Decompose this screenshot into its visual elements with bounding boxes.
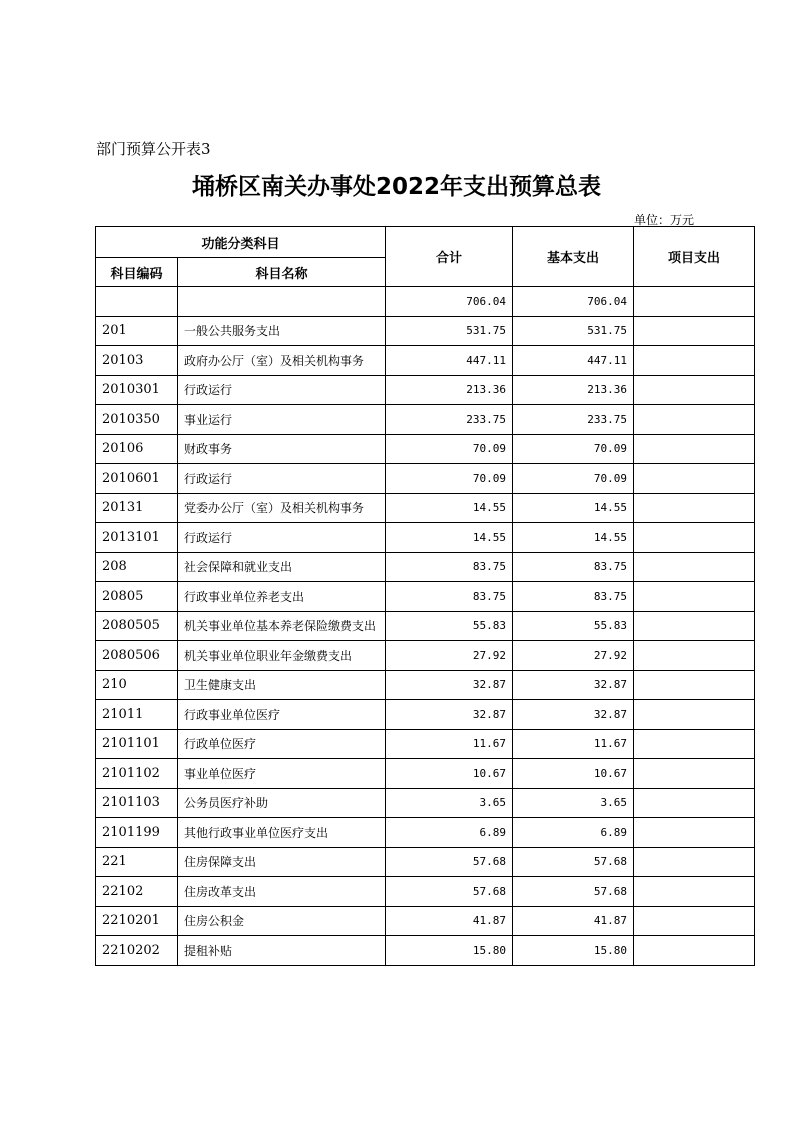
project-expenditure-cell (634, 670, 755, 700)
table-row (96, 700, 755, 730)
subject-name-cell: 社会保障和就业支出 (178, 552, 386, 582)
basic-expenditure-cell: 14.55 (513, 523, 634, 553)
subject-code-cell: 20131 (96, 493, 178, 523)
total-cell: 14.55 (386, 523, 513, 553)
total-cell: 447.11 (386, 346, 513, 376)
subject-name-cell: 卫生健康支出 (178, 670, 386, 700)
basic-expenditure-cell: 447.11 (513, 346, 634, 376)
subject-code-cell: 2210202 (96, 936, 178, 966)
subject-code-cell (96, 287, 178, 317)
basic-expenditure-cell: 3.65 (513, 788, 634, 818)
project-expenditure-cell (634, 641, 755, 671)
total-cell: 706.04 (386, 287, 513, 317)
table-row (96, 641, 755, 671)
basic-expenditure-cell: 41.87 (513, 906, 634, 936)
subject-code-cell: 208 (96, 552, 178, 582)
total-cell: 57.68 (386, 877, 513, 907)
table-row (96, 405, 755, 435)
basic-expenditure-cell: 11.67 (513, 729, 634, 759)
total-cell: 213.36 (386, 375, 513, 405)
subject-code-cell: 21011 (96, 700, 178, 730)
subject-code-cell: 2013101 (96, 523, 178, 553)
project-expenditure-cell (634, 936, 755, 966)
subject-name-cell: 行政运行 (178, 375, 386, 405)
header-project-expenditure: 项目支出 (634, 227, 755, 287)
subject-code-cell: 2101102 (96, 759, 178, 789)
table-row (96, 906, 755, 936)
header-functional-category: 功能分类科目 (96, 227, 386, 258)
subject-name-cell: 事业单位医疗 (178, 759, 386, 789)
table-row (96, 434, 755, 464)
table-row (96, 729, 755, 759)
total-cell: 3.65 (386, 788, 513, 818)
header-basic-expenditure: 基本支出 (513, 227, 634, 287)
basic-expenditure-cell: 70.09 (513, 464, 634, 494)
total-cell: 41.87 (386, 906, 513, 936)
budget-table (95, 226, 755, 966)
table-row (96, 847, 755, 877)
subject-name-cell: 行政事业单位养老支出 (178, 582, 386, 612)
total-cell: 57.68 (386, 847, 513, 877)
basic-expenditure-cell: 83.75 (513, 582, 634, 612)
project-expenditure-cell (634, 316, 755, 346)
basic-expenditure-cell: 83.75 (513, 552, 634, 582)
total-cell: 70.09 (386, 464, 513, 494)
subject-name-cell: 住房保障支出 (178, 847, 386, 877)
subject-name-cell: 财政事务 (178, 434, 386, 464)
header-subject-name: 科目名称 (178, 258, 386, 287)
subject-name-cell: 住房公积金 (178, 906, 386, 936)
table-row (96, 877, 755, 907)
basic-expenditure-cell: 57.68 (513, 877, 634, 907)
subject-code-cell: 2010601 (96, 464, 178, 494)
basic-expenditure-cell: 10.67 (513, 759, 634, 789)
total-cell: 32.87 (386, 700, 513, 730)
project-expenditure-cell (634, 346, 755, 376)
project-expenditure-cell (634, 611, 755, 641)
subject-name-cell: 党委办公厅（室）及相关机构事务 (178, 493, 386, 523)
subject-name-cell: 提租补贴 (178, 936, 386, 966)
table-row (96, 493, 755, 523)
subject-code-cell: 201 (96, 316, 178, 346)
subject-code-cell: 22102 (96, 877, 178, 907)
subject-code-cell: 20106 (96, 434, 178, 464)
subject-name-cell: 政府办公厅（室）及相关机构事务 (178, 346, 386, 376)
project-expenditure-cell (634, 405, 755, 435)
unit-label: 单位：万元 (634, 213, 695, 227)
total-cell: 83.75 (386, 582, 513, 612)
project-expenditure-cell (634, 729, 755, 759)
subject-code-cell: 2210201 (96, 906, 178, 936)
total-cell: 14.55 (386, 493, 513, 523)
subject-name-cell: 行政事业单位医疗 (178, 700, 386, 730)
table-row (96, 670, 755, 700)
project-expenditure-cell (634, 906, 755, 936)
project-expenditure-cell (634, 434, 755, 464)
subject-name-cell: 机关事业单位基本养老保险缴费支出 (178, 611, 386, 641)
table-row (96, 346, 755, 376)
subject-code-cell: 2010350 (96, 405, 178, 435)
table-row (96, 552, 755, 582)
subject-code-cell: 210 (96, 670, 178, 700)
basic-expenditure-cell: 213.36 (513, 375, 634, 405)
basic-expenditure-cell: 706.04 (513, 287, 634, 317)
table-row (96, 759, 755, 789)
project-expenditure-cell (634, 700, 755, 730)
subject-name-cell: 行政单位医疗 (178, 729, 386, 759)
basic-expenditure-cell: 57.68 (513, 847, 634, 877)
table-row (96, 936, 755, 966)
project-expenditure-cell (634, 493, 755, 523)
table-row (96, 523, 755, 553)
total-cell: 32.87 (386, 670, 513, 700)
header-subject-code: 科目编码 (96, 258, 178, 287)
subject-name-cell: 行政运行 (178, 523, 386, 553)
basic-expenditure-cell: 233.75 (513, 405, 634, 435)
page-title: 埇桥区南关办事处2022年支出预算总表 (191, 174, 601, 200)
total-cell: 83.75 (386, 552, 513, 582)
subject-name-cell: 行政运行 (178, 464, 386, 494)
table-row (96, 582, 755, 612)
project-expenditure-cell (634, 375, 755, 405)
total-cell: 10.67 (386, 759, 513, 789)
subject-code-cell: 2080506 (96, 641, 178, 671)
project-expenditure-cell (634, 759, 755, 789)
total-cell: 15.80 (386, 936, 513, 966)
subject-name-cell (178, 287, 386, 317)
project-expenditure-cell (634, 523, 755, 553)
project-expenditure-cell (634, 464, 755, 494)
project-expenditure-cell (634, 287, 755, 317)
subject-code-cell: 2101103 (96, 788, 178, 818)
table-row (96, 464, 755, 494)
total-cell: 70.09 (386, 434, 513, 464)
basic-expenditure-cell: 55.83 (513, 611, 634, 641)
project-expenditure-cell (634, 552, 755, 582)
table-row (96, 818, 755, 848)
subject-name-cell: 机关事业单位职业年金缴费支出 (178, 641, 386, 671)
subject-name-cell: 事业运行 (178, 405, 386, 435)
basic-expenditure-cell: 70.09 (513, 434, 634, 464)
subject-code-cell: 2101101 (96, 729, 178, 759)
table-row (96, 287, 755, 317)
basic-expenditure-cell: 15.80 (513, 936, 634, 966)
subject-code-cell: 2101199 (96, 818, 178, 848)
project-expenditure-cell (634, 582, 755, 612)
project-expenditure-cell (634, 818, 755, 848)
header-total: 合计 (386, 227, 513, 287)
document-label: 部门预算公开表3 (96, 140, 211, 158)
subject-code-cell: 2010301 (96, 375, 178, 405)
basic-expenditure-cell: 14.55 (513, 493, 634, 523)
table-body (96, 287, 755, 966)
table-row (96, 316, 755, 346)
total-cell: 27.92 (386, 641, 513, 671)
subject-name-cell: 公务员医疗补助 (178, 788, 386, 818)
basic-expenditure-cell: 531.75 (513, 316, 634, 346)
table-row (96, 788, 755, 818)
subject-code-cell: 20103 (96, 346, 178, 376)
project-expenditure-cell (634, 847, 755, 877)
total-cell: 233.75 (386, 405, 513, 435)
table-row (96, 611, 755, 641)
subject-code-cell: 221 (96, 847, 178, 877)
basic-expenditure-cell: 27.92 (513, 641, 634, 671)
subject-code-cell: 20805 (96, 582, 178, 612)
subject-name-cell: 一般公共服务支出 (178, 316, 386, 346)
total-cell: 55.83 (386, 611, 513, 641)
table-row (96, 375, 755, 405)
subject-name-cell: 住房改革支出 (178, 877, 386, 907)
subject-code-cell: 2080505 (96, 611, 178, 641)
total-cell: 531.75 (386, 316, 513, 346)
total-cell: 11.67 (386, 729, 513, 759)
subject-name-cell: 其他行政事业单位医疗支出 (178, 818, 386, 848)
total-cell: 6.89 (386, 818, 513, 848)
basic-expenditure-cell: 32.87 (513, 670, 634, 700)
basic-expenditure-cell: 6.89 (513, 818, 634, 848)
project-expenditure-cell (634, 877, 755, 907)
project-expenditure-cell (634, 788, 755, 818)
basic-expenditure-cell: 32.87 (513, 700, 634, 730)
